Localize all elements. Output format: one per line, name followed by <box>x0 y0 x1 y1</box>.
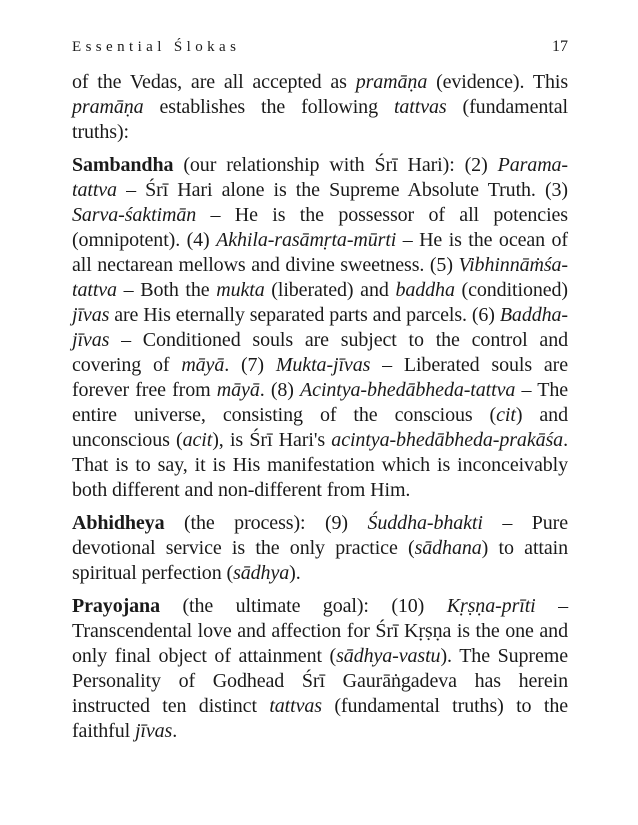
italic-term: mukta <box>216 279 265 301</box>
italic-term: sādhya-vastu <box>336 645 441 667</box>
text-run: (fundamental truths) to the faithful <box>72 695 568 742</box>
text-run: – Transcendental love and affection for Śrī Kṛṣṇa is the one and only final object of attainment ( <box>72 595 568 667</box>
text-run: of the Vedas, are all accepted as <box>72 71 356 93</box>
paragraph-abhidheya <box>72 511 568 586</box>
italic-term: Acintya-bhedābheda-tattva <box>300 379 516 401</box>
text-run: ) to attain spiritual perfection ( <box>72 537 568 584</box>
italic-term: Mukta-jīvas <box>275 354 371 376</box>
text-run: (our relationship with Śrī Hari): (2) <box>173 154 498 176</box>
text-run: . <box>172 720 178 742</box>
italic-term: māyā <box>216 379 260 401</box>
text-run: (conditioned) <box>454 279 568 301</box>
text-run: (evidence). This <box>427 71 568 93</box>
text-run: (the ultimate goal): (10) <box>159 595 447 617</box>
text-run: (the process): (9) <box>164 512 368 534</box>
italic-term: tattvas <box>269 695 322 717</box>
text-run: are His eternally separated parts and parcels. (6) <box>109 304 500 326</box>
text-run: – Pure devotional service is the only practice ( <box>72 512 568 559</box>
text-run: . (8) <box>259 379 301 401</box>
page-header <box>72 36 568 58</box>
italic-term: pramāṇa <box>72 96 144 118</box>
italic-term: Śuddha-bhakti <box>367 512 483 534</box>
italic-term: baddha <box>395 279 455 301</box>
text-run: – The entire universe, consisting of the conscious ( <box>72 379 568 426</box>
text-run: ), is Śrī Hari's <box>212 429 332 451</box>
section-heading: Prayojana <box>72 595 160 617</box>
italic-term: Kṛṣṇa-prīti <box>446 595 536 617</box>
italic-term: pramāṇa <box>355 71 428 93</box>
text-run: – He is the ocean of all nectarean mellows and divine sweetness. (5) <box>72 229 568 276</box>
italic-term: acintya-bhedābheda-prakāśa <box>331 429 564 451</box>
text-run: . That is to say, it is His manifestation which is inconceivably both different and non-different from Him. <box>72 429 568 501</box>
text-run: – Conditioned souls are subject to the control and covering of <box>72 329 568 376</box>
text-run: – Both the <box>116 279 217 301</box>
italic-term: cit <box>496 404 516 426</box>
paragraph-prayojana <box>72 594 568 744</box>
page-number: 17 <box>552 38 568 55</box>
italic-term: Akhila-rasāmṛta-mūrti <box>216 229 397 251</box>
paragraph-sambandha <box>72 153 568 503</box>
italic-term: tattvas <box>393 96 447 118</box>
text-run: ) and unconscious ( <box>72 404 568 451</box>
italic-term: sādhana <box>414 537 482 559</box>
paragraph-intro <box>72 70 568 145</box>
section-heading: Abhidheya <box>72 512 165 534</box>
body-text <box>72 70 568 752</box>
text-run: . (7) <box>224 354 276 376</box>
running-title: Essential Ślokas <box>72 39 241 55</box>
italic-term: sādhya <box>233 562 290 584</box>
section-heading: Sambandha <box>72 154 174 176</box>
text-run: – He is the possessor of all potencies (omnipotent). (4) <box>72 204 568 251</box>
text-run: establishes the following <box>143 96 394 118</box>
italic-term: Parama-tattva <box>72 154 568 201</box>
italic-term: jīvas <box>134 720 173 742</box>
italic-term: jīvas <box>72 304 110 326</box>
text-run: – Liberated souls are forever free from <box>72 354 568 401</box>
text-run: – Śrī Hari alone is the Supreme Absolute Truth. (3) <box>116 179 568 201</box>
text-run: (fundamental truths): <box>72 96 568 143</box>
italic-term: māyā <box>181 354 225 376</box>
text-run: (liberated) and <box>264 279 396 301</box>
text-run: ). <box>289 562 301 584</box>
text-run: ). The Supreme Personality of Godhead Śrī Gaurāṅgadeva has herein instructed ten distinct <box>72 645 568 717</box>
italic-term: acit <box>182 429 213 451</box>
italic-term: Baddha-jīvas <box>72 304 568 351</box>
italic-term: Vibhinnāṁśa-tattva <box>72 254 568 301</box>
italic-term: Sarva-śaktimān <box>72 204 197 226</box>
